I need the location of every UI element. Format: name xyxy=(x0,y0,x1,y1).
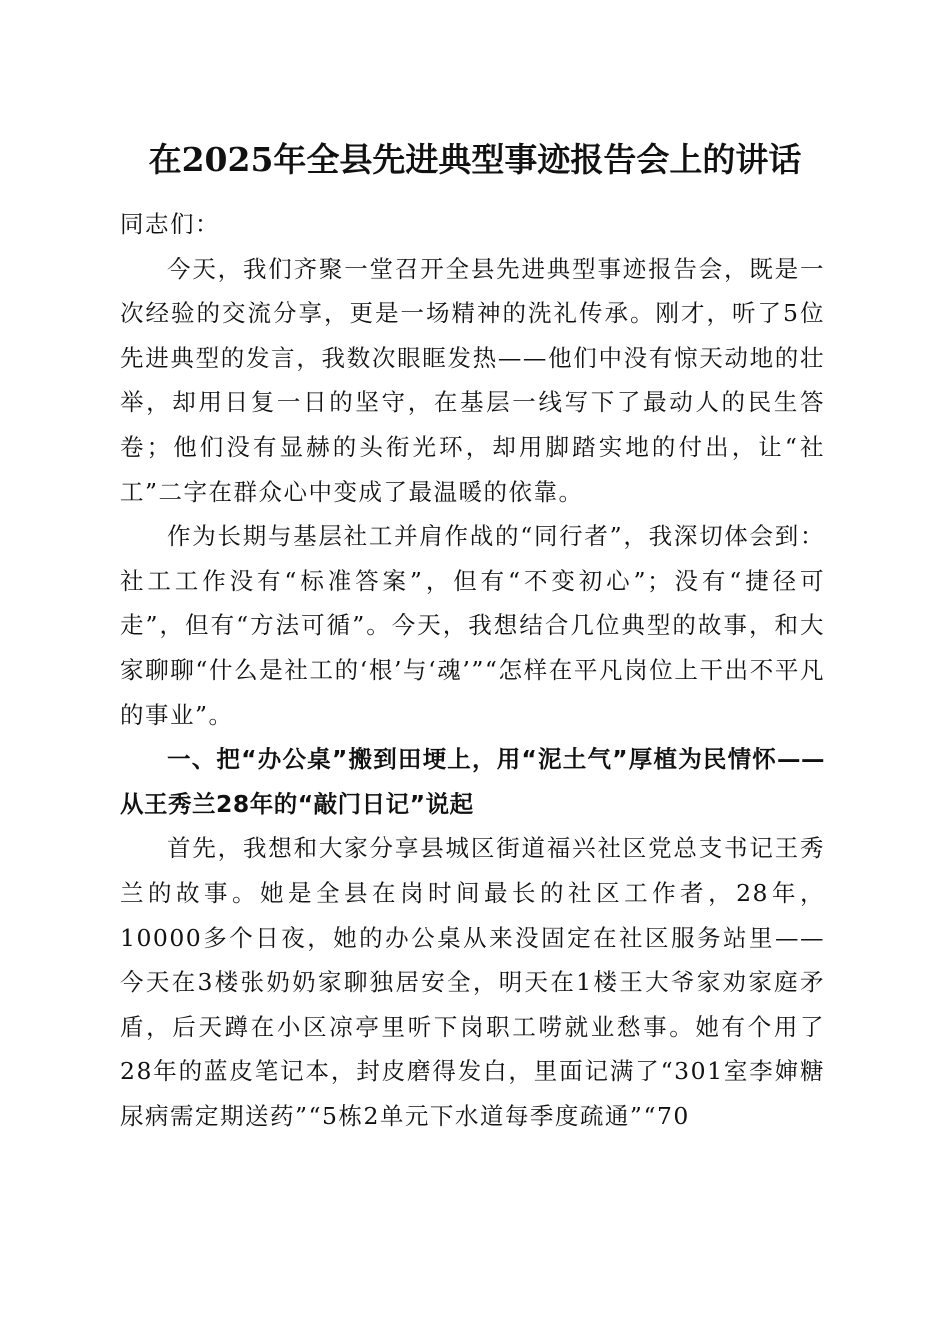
paragraph-experience: 作为长期与基层社工并肩作战的“同行者”，我深切体会到：社工工作没有“标准答案”，但有“不变初心”；没有“捷径可走”，但有“方法可循”。今天，我想结合几位典型的故事，和大家聊聊“什么是社工的‘根’与‘魂’”“怎样在平凡岗位上干出不平凡的事业”。 xyxy=(120,522,825,729)
salutation: 同志们： xyxy=(120,210,220,238)
document-body xyxy=(120,202,825,1138)
section-heading: 一、把“办公桌”搬到田埂上，用“泥土气”厚植为民情怀——从王秀兰28年的“敲门日记”说起 xyxy=(120,745,825,818)
paragraph-opening: 今天，我们齐聚一堂召开全县先进典型事迹报告会，既是一次经验的交流分享，更是一场精神的洗礼传承。刚才，听了5位先进典型的发言，我数次眼眶发热——他们中没有惊天动地的壮举，却用日复一日的坚守，在基层一线写下了最动人的民生答卷；他们没有显赫的头衔光环，却用脚踏实地的付出，让“社工”二字在群众心中变成了最温暖的依靠。 xyxy=(120,254,825,506)
paragraph-section-one: 首先，我想和大家分享县城区街道福兴社区党总支书记王秀兰的故事。她是全县在岗时间最长的社区工作者，28年，10000多个日夜，她的办公桌从来没固定在社区服务站里——今天在3楼张奶奶家聊独居安全，明天在1楼王大爷家劝家庭矛盾，后天蹲在小区凉亭里听下岗职工唠就业愁事。她有个用了28年的蓝皮笔记本，封皮磨得发白，里面记满了“301室李婶糖尿病需定期送药”“5栋2单元下水道每季度疏通”“70 xyxy=(120,834,825,1130)
document-title: 在2025年全县先进典型事迹报告会上的讲话 xyxy=(148,140,802,179)
